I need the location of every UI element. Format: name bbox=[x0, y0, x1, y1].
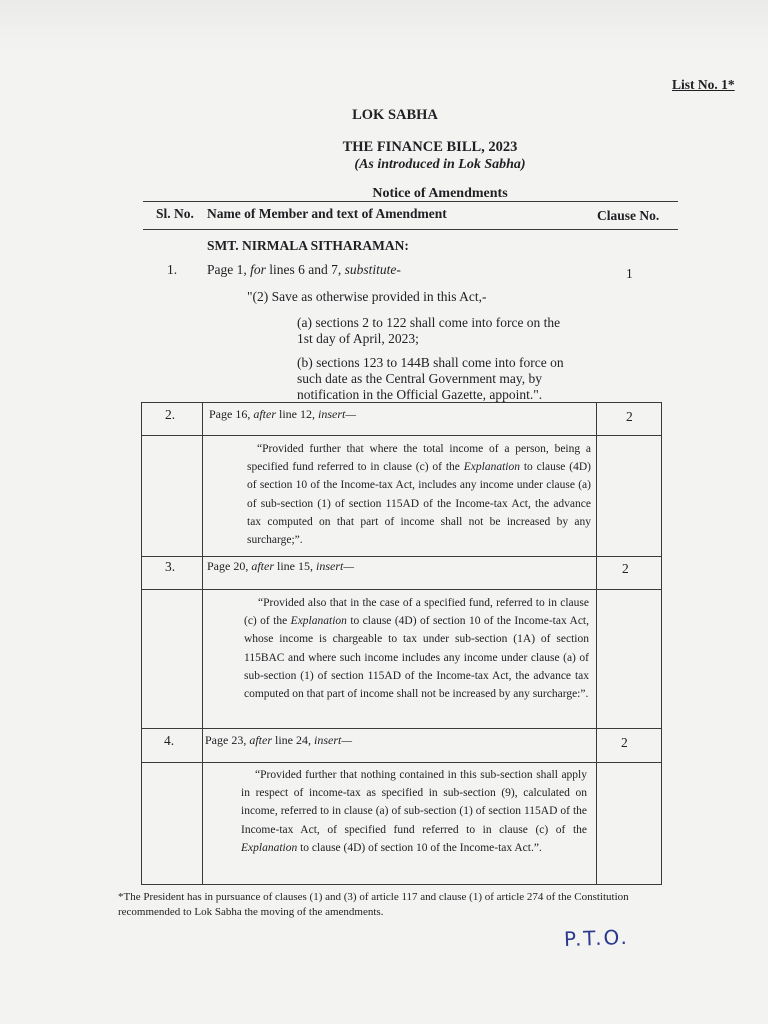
table-rule-7 bbox=[141, 884, 662, 885]
instruction-4-prefix: Page 23, bbox=[205, 733, 250, 747]
bill-title: THE FINANCE BILL, 2023 bbox=[342, 139, 518, 155]
amendment-1-line-1: "(2) Save as otherwise provided in this Act,- bbox=[247, 289, 487, 304]
instruction-4-em2: insert— bbox=[314, 733, 353, 747]
table-rule-1 bbox=[141, 402, 662, 403]
handwritten-pto: P.T.O. bbox=[563, 924, 630, 952]
amendment-3-text bbox=[244, 594, 589, 703]
column-name-text: Name of Member and text of Amendment bbox=[207, 206, 447, 221]
amendment-4-text-a: “Provided further that nothing contained in this sub-section shall apply in respect of income-tax as specified in sub-section (9), calculated on income, referred to in clause (a) of sub-section (1) of section 115AD of the Income-tax Act, of specified fund referred to in clause (c) of the bbox=[241, 769, 587, 836]
table-rule-2 bbox=[141, 435, 662, 436]
instruction-2 bbox=[209, 407, 356, 422]
column-clause-no: Clause No. bbox=[597, 208, 660, 223]
amendment-4-text bbox=[241, 766, 587, 857]
member-name: SMT. NIRMALA SITHARAMAN: bbox=[207, 238, 409, 253]
amendment-1-line-6: notification in the Official Gazette, appoint.". bbox=[297, 387, 543, 402]
amendment-3-text-em: Explanation bbox=[290, 615, 347, 628]
amendment-1-line-3: 1st day of April, 2023; bbox=[297, 331, 419, 346]
instruction-1-prefix: Page 1, bbox=[207, 262, 251, 277]
amendment-2-text-b: to clause (4D) of section 10 of the Income-tax Act, includes any income under clause (a) of sub-section (1) of section 115AD of the Income-tax Act, the advance tax computed on that part of income shall not be increased by any surcharge;”. bbox=[247, 461, 591, 547]
amendment-3-text-a: “Provided also that in the case of a specified fund, referred to in clause (c) of the bbox=[244, 597, 589, 628]
column-sl-no: Sl. No. bbox=[156, 206, 194, 221]
table-rule-5 bbox=[141, 728, 662, 729]
amendment-3-text-b: to clause (4D) of section 10 of the Income-tax Act, whose income is chargeable to tax under sub-section (1A) of section 115BAC and where such income includes any income under clause (a) of sub-section (1) of section 115AD of the Income-tax Act, the advance tax computed on that part of income shall not be increased by any surcharge:”. bbox=[244, 615, 589, 701]
instruction-2-mid: line 12, bbox=[276, 407, 318, 421]
bill-subtitle: (As introduced in Lok Sabha) bbox=[354, 157, 526, 172]
instruction-3-prefix: Page 20, bbox=[207, 559, 252, 573]
table-col-right bbox=[661, 402, 662, 884]
notice-title: Notice of Amendments bbox=[372, 186, 508, 201]
amendment-4-text-b: to clause (4D) of section 10 of the Income-tax Act.”. bbox=[297, 841, 542, 854]
clause-number-3: 2 bbox=[622, 561, 629, 576]
amendment-1-line-4: (b) sections 123 to 144B shall come into force on bbox=[297, 355, 564, 370]
amendment-2-text-em: Explanation bbox=[463, 461, 520, 474]
table-rule-3 bbox=[141, 556, 662, 557]
instruction-1 bbox=[207, 262, 401, 278]
instruction-3-mid: line 15, bbox=[274, 559, 316, 573]
table-col-2 bbox=[596, 402, 597, 884]
scan-shadow bbox=[0, 0, 768, 50]
footnote: *The President has in pursuance of clauses (1) and (3) of article 117 and clause (1) of article 274 of the Constitution recommended to Lok Sabha the moving of the amendments. bbox=[118, 891, 629, 918]
instruction-4-mid: line 24, bbox=[272, 733, 314, 747]
amendment-1-line-2: (a) sections 2 to 122 shall come into force on the bbox=[297, 315, 561, 330]
sl-number-2: 2. bbox=[165, 407, 176, 422]
instruction-4-em: after bbox=[249, 733, 272, 747]
list-number: List No. 1* bbox=[672, 77, 735, 92]
sl-number-3: 3. bbox=[165, 559, 176, 574]
table-col-1 bbox=[202, 402, 203, 884]
header-rule-bottom bbox=[143, 229, 678, 230]
instruction-3 bbox=[207, 559, 354, 574]
amendment-2-text bbox=[247, 440, 591, 549]
table-col-left bbox=[141, 402, 142, 884]
clause-number-4: 2 bbox=[621, 735, 628, 750]
instruction-1-mid: lines 6 and 7, bbox=[265, 262, 345, 277]
amendment-4-text-em: Explanation bbox=[241, 841, 298, 854]
instruction-2-em: after bbox=[253, 407, 276, 421]
instruction-3-em: after bbox=[251, 559, 274, 573]
house-title: LOK SABHA bbox=[352, 107, 438, 123]
amendment-1-line-5: such date as the Central Government may, by bbox=[297, 371, 543, 386]
instruction-4 bbox=[205, 733, 352, 748]
clause-number-1: 1 bbox=[626, 266, 633, 281]
clause-number-2: 2 bbox=[626, 409, 633, 424]
instruction-3-em2: insert— bbox=[316, 559, 355, 573]
header-rule-top bbox=[143, 201, 678, 202]
table-rule-6 bbox=[141, 762, 662, 763]
table-rule-4 bbox=[141, 589, 662, 590]
sl-number-1: 1. bbox=[167, 262, 178, 277]
instruction-2-em2: insert— bbox=[318, 407, 357, 421]
sl-number-4: 4. bbox=[164, 733, 175, 748]
amendment-2-text-a: “Provided further that where the total income of a person, being a specified fund referred to in clause (c) of the bbox=[247, 443, 591, 474]
instruction-1-em2: substitute- bbox=[344, 262, 401, 277]
instruction-2-prefix: Page 16, bbox=[209, 407, 254, 421]
instruction-1-em: for bbox=[250, 262, 266, 277]
